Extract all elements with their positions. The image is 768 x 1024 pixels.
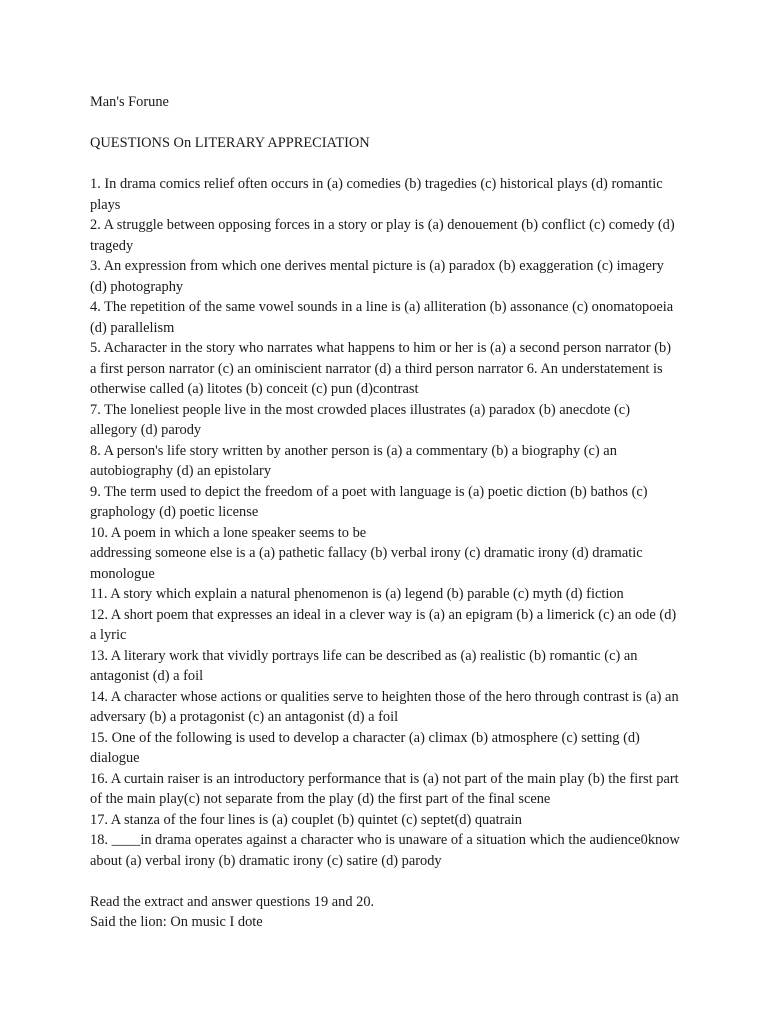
question-item: 8. A person's life story written by another person is (a) a commentary (b) a biography (c) an autobiography (d) an epistolary xyxy=(90,442,617,479)
question-item: addressing someone else is a (a) pathetic fallacy (b) verbal irony (c) dramatic irony (d) dramatic monologue xyxy=(90,545,643,582)
question-list xyxy=(90,174,680,871)
question-item: 11. A story which explain a natural phenomenon is (a) legend (b) parable (c) myth (d) fiction xyxy=(90,586,624,602)
question-item: 4. The repetition of the same vowel sounds in a line is (a) alliteration (b) assonance (c) onomatopoeia (d) parallelism xyxy=(90,299,674,336)
question-item: 16. A curtain raiser is an introductory performance that is (a) not part of the main play (b) the first part of the main play(c) not separate from the play (d) the first part of the final scene xyxy=(90,770,679,807)
question-item: 14. A character whose actions or qualities serve to heighten those of the hero through contrast is (a) an adversary (b) a protagonist (c) an antagonist (d) a foil xyxy=(90,688,679,725)
question-item: 15. One of the following is used to develop a character (a) climax (b) atmosphere (c) setting (d) dialogue xyxy=(90,729,640,766)
question-item: 2. A struggle between opposing forces in a story or play is (a) denouement (b) conflict (c) comedy (d) tragedy xyxy=(90,217,675,254)
question-item: 13. A literary work that vividly portrays life can be described as (a) realistic (b) romantic (c) an antagonist (d) a foil xyxy=(90,647,638,684)
question-item: 7. The loneliest people live in the most crowded places illustrates (a) paradox (b) anecdote (c) allegory (d) parody xyxy=(90,401,630,438)
question-item: 12. A short poem that expresses an ideal in a clever way is (a) an epigram (b) a limerick (c) an ode (d) a lyric xyxy=(90,606,677,643)
question-item: 5. Acharacter in the story who narrates what happens to him or her is (a) a second person narrator (b) a first person narrator (c) an ominiscient narrator (d) a third person narrator 6. An understatement is otherwise called (a) litotes (b) conceit (c) pun (d)contrast xyxy=(90,340,672,397)
question-item: 1. In drama comics relief often occurs in (a) comedies (b) tragedies (c) historical plays (d) romantic plays xyxy=(90,176,663,213)
question-item: 3. An expression from which one derives mental picture is (a) paradox (b) exaggeration (c) imagery (d) photography xyxy=(90,258,664,295)
section-heading: QUESTIONS On LITERARY APPRECIATION xyxy=(90,135,370,151)
question-item: 18. ____in drama operates against a character who is unaware of a situation which the audience0know about (a) verbal irony (b) dramatic irony (c) satire (d) parody xyxy=(90,832,680,869)
extract-line: Said the lion: On music I dote xyxy=(90,914,263,930)
document-title: Man's Forune xyxy=(90,94,169,110)
extract-intro: Read the extract and answer questions 19 and 20. xyxy=(90,893,375,910)
question-item: 9. The term used to depict the freedom of a poet with language is (a) poetic diction (b) bathos (c) graphology (d) poetic license xyxy=(90,483,648,520)
question-item: 17. A stanza of the four lines is (a) couplet (b) quintet (c) septet(d) quatrain xyxy=(90,811,522,828)
document-page xyxy=(90,92,680,933)
question-item: 10. A poem in which a lone speaker seems to be xyxy=(90,524,367,541)
